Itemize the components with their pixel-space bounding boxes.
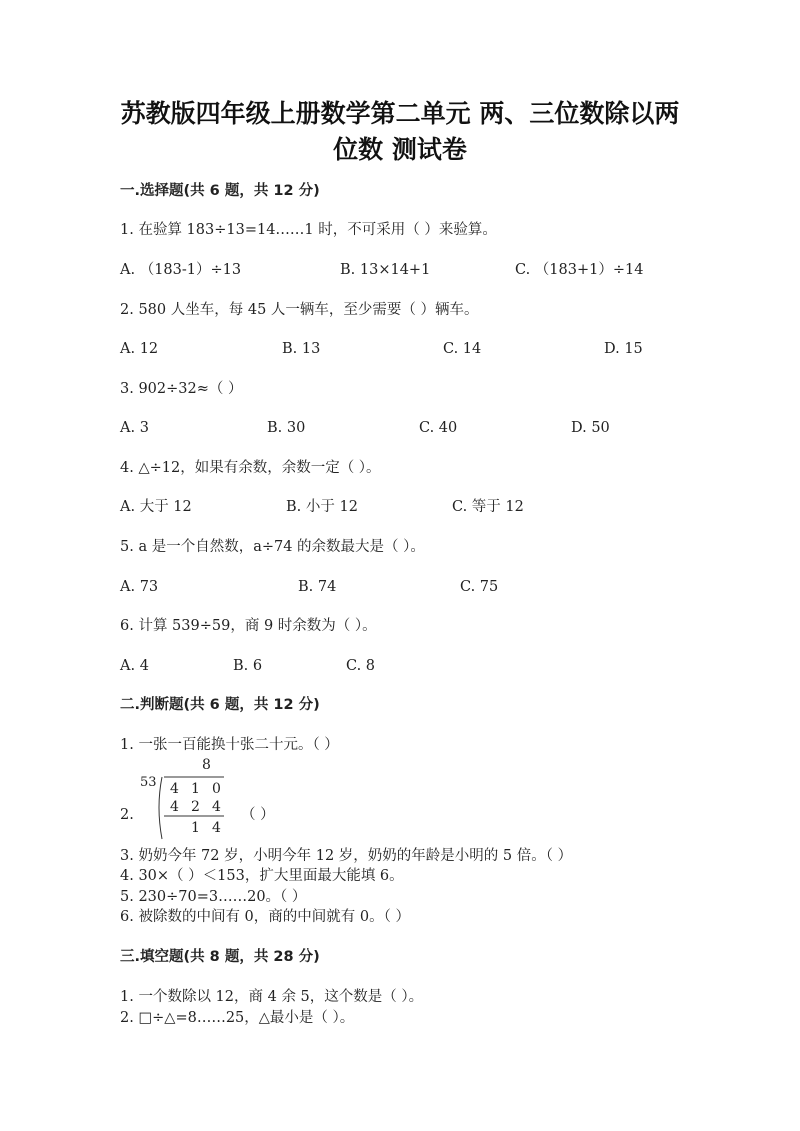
s1-q2-option-a: A. 12 — [120, 341, 159, 357]
s1-q6-option-b: B. 6 — [233, 658, 263, 674]
s1-q6-option-a: A. 4 — [120, 658, 149, 674]
s1-q4-stem: 4. △÷12，如果有余数，余数一定（ ）。 — [120, 460, 381, 476]
s3-q1: 1. 一个数除以 12，商 4 余 5，这个数是（ ）。 — [120, 989, 424, 1005]
dividend-digit: 0 — [212, 781, 221, 797]
s2-q2-answer-blank: （ ） — [241, 807, 275, 823]
dividend-digit: 4 — [170, 781, 179, 797]
s1-q4-option-a: A. 大于 12 — [120, 499, 192, 515]
s1-q1-option-a: A. （183-1）÷13 — [120, 262, 242, 278]
s1-q3-option-c: C. 40 — [419, 420, 458, 436]
division-divisor: 53 — [140, 775, 157, 790]
s1-q3-option-d: D. 50 — [571, 420, 610, 436]
title-line-2: 位数 测试卷 — [333, 135, 467, 164]
s1-q3-option-a: A. 3 — [120, 420, 149, 436]
s3-q2: 2. □÷△=8……25，△最小是（ ）。 — [120, 1010, 355, 1026]
s2-q6: 6. 被除数的中间有 0，商的中间就有 0。（ ） — [120, 909, 410, 925]
s2-q2-number: 2. — [120, 807, 134, 823]
section-1-heading: 一.选择题(共 6 题，共 12 分) — [120, 183, 320, 199]
s1-q1-option-c: C. （183+1）÷14 — [515, 262, 644, 278]
dividend-digit: 1 — [191, 781, 200, 797]
remainder-digit: 1 — [191, 820, 200, 836]
s1-q1-stem: 1. 在验算 183÷13=14……1 时，不可采用（ ）来验算。 — [120, 222, 497, 238]
long-division-figure — [140, 757, 240, 841]
product-digit: 4 — [170, 799, 179, 815]
s1-q2-option-d: D. 15 — [604, 341, 643, 357]
s1-q5-option-a: A. 73 — [120, 579, 159, 595]
page-title — [100, 96, 700, 168]
s1-q1-option-b: B. 13×14+1 — [340, 262, 431, 278]
s1-q3-option-b: B. 30 — [267, 420, 306, 436]
product-digit: 2 — [191, 799, 200, 815]
s1-q2-stem: 2. 580 人坐车，每 45 人一辆车，至少需要（ ）辆车。 — [120, 302, 479, 318]
s1-q3-stem: 3. 902÷32≈（ ） — [120, 381, 243, 397]
s1-q6-stem: 6. 计算 539÷59，商 9 时余数为（ ）。 — [120, 618, 377, 634]
s2-q3: 3. 奶奶今年 72 岁，小明今年 12 岁，奶奶的年龄是小明的 5 倍。（ ） — [120, 848, 573, 864]
division-bracket-lines — [140, 757, 240, 841]
s1-q2-option-c: C. 14 — [443, 341, 482, 357]
s2-q1: 1. 一张一百能换十张二十元。（ ） — [120, 737, 339, 753]
s2-q4: 4. 30×（ ）＜153，扩大里面最大能填 6。 — [120, 868, 404, 884]
division-quotient: 8 — [202, 757, 211, 773]
s1-q6-option-c: C. 8 — [346, 658, 376, 674]
s1-q2-option-b: B. 13 — [282, 341, 321, 357]
s1-q5-option-b: B. 74 — [298, 579, 337, 595]
product-digit: 4 — [212, 799, 221, 815]
s1-q4-option-b: B. 小于 12 — [286, 499, 358, 515]
section-3-heading: 三.填空题(共 8 题，共 28 分) — [120, 949, 320, 965]
s2-q5: 5. 230÷70=3……20。（ ） — [120, 889, 307, 905]
s1-q4-option-c: C. 等于 12 — [452, 499, 524, 515]
s1-q5-option-c: C. 75 — [460, 579, 499, 595]
remainder-digit: 4 — [212, 820, 221, 836]
s1-q5-stem: 5. a 是一个自然数，a÷74 的余数最大是（ ）。 — [120, 539, 425, 555]
section-2-heading: 二.判断题(共 6 题，共 12 分) — [120, 697, 320, 713]
title-line-1: 苏教版四年级上册数学第二单元 两、三位数除以两 — [120, 99, 680, 128]
